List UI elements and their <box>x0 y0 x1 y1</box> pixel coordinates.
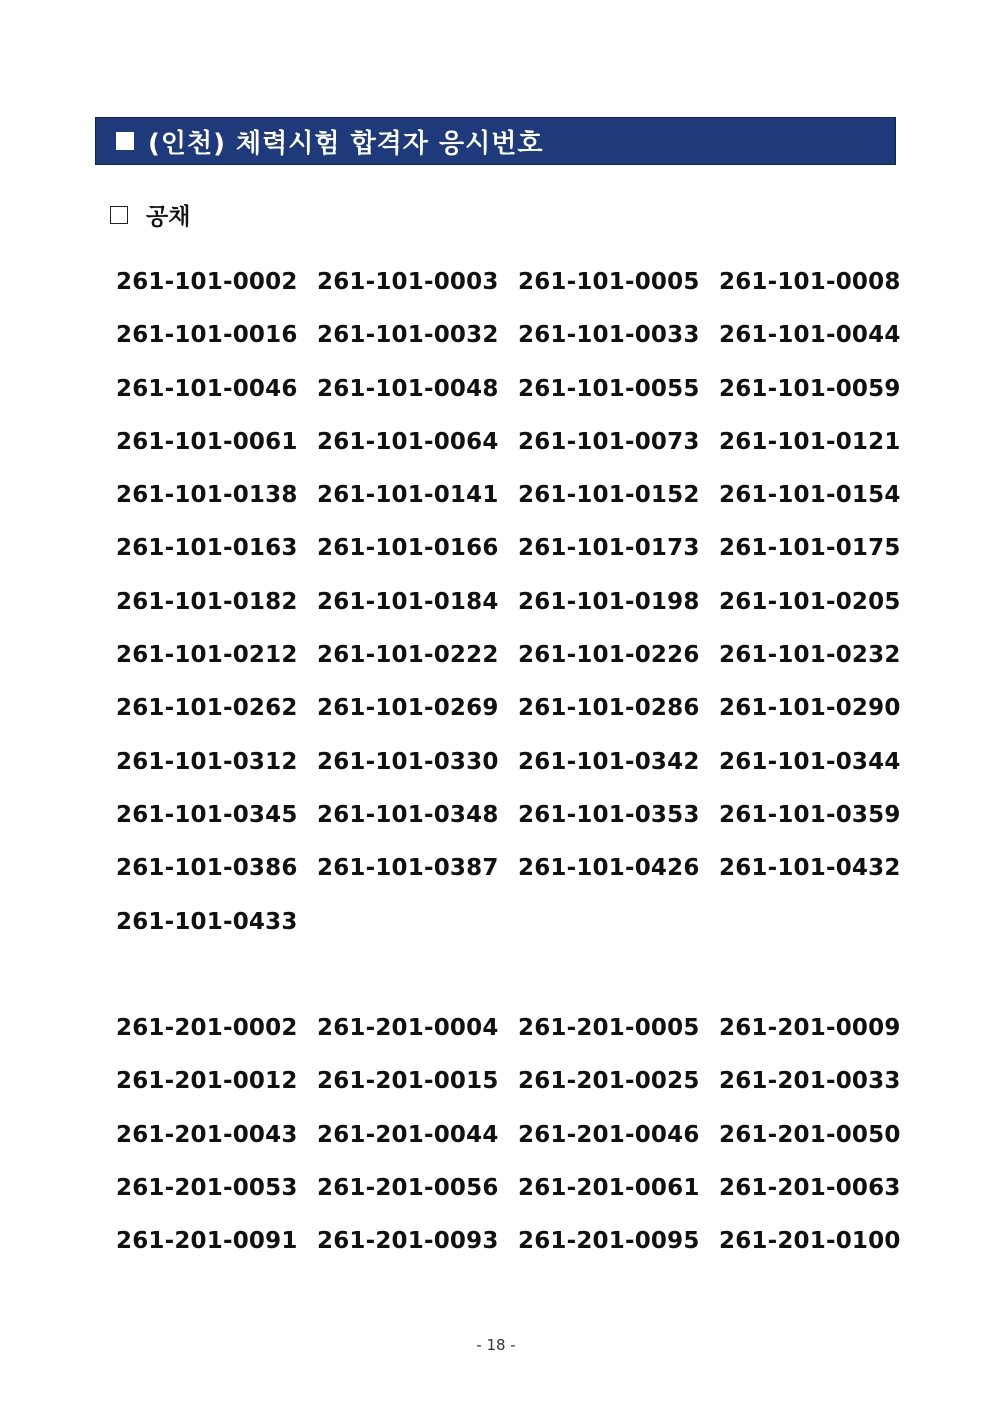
exam-number: 261-101-0175 <box>719 535 901 562</box>
exam-number: 261-201-0033 <box>719 1068 901 1095</box>
exam-number: 261-101-0426 <box>518 855 700 882</box>
exam-number: 261-101-0290 <box>719 695 901 722</box>
exam-number: 261-201-0044 <box>317 1121 499 1148</box>
exam-number: 261-101-0184 <box>317 588 499 615</box>
exam-number: 261-101-0003 <box>317 269 499 295</box>
exam-number: 261-101-0173 <box>518 535 700 562</box>
exam-number: 261-201-0091 <box>116 1228 298 1255</box>
exam-number: 261-201-0095 <box>518 1228 700 1255</box>
exam-number: 261-101-0055 <box>518 375 700 402</box>
exam-number: 261-101-0330 <box>317 748 499 775</box>
exam-number: 261-201-0046 <box>518 1121 700 1148</box>
exam-number: 261-101-0348 <box>317 801 499 828</box>
page-number: - 18 - <box>476 1336 516 1354</box>
exam-number: 261-101-0166 <box>317 535 499 562</box>
subsection-heading <box>110 198 190 231</box>
exam-number: 261-201-0100 <box>719 1228 901 1255</box>
exam-number: 261-101-0232 <box>719 642 901 669</box>
exam-number: 261-101-0312 <box>116 748 298 775</box>
exam-number: 261-101-0064 <box>317 428 499 455</box>
exam-number: 261-101-0016 <box>116 322 298 349</box>
exam-number: 261-201-0004 <box>317 1015 499 1041</box>
exam-number: 261-101-0044 <box>719 322 901 349</box>
section-title-bar <box>95 117 896 165</box>
exam-number: 261-201-0093 <box>317 1228 499 1255</box>
filled-square-icon <box>116 132 134 150</box>
exam-number: 261-101-0032 <box>317 322 499 349</box>
exam-number: 261-101-0002 <box>116 269 298 295</box>
exam-number: 261-201-0005 <box>518 1015 700 1041</box>
exam-number: 261-101-0059 <box>719 375 901 402</box>
empty-square-icon <box>110 206 128 224</box>
exam-number-list-201 <box>116 1008 920 1274</box>
exam-number: 261-101-0198 <box>518 588 700 615</box>
exam-number: 261-101-0121 <box>719 428 901 455</box>
exam-number-list-101 <box>116 262 920 955</box>
exam-number: 261-101-0359 <box>719 801 901 828</box>
exam-number: 261-201-0043 <box>116 1121 298 1148</box>
exam-number: 261-101-0222 <box>317 642 499 669</box>
exam-number: 261-101-0048 <box>317 375 499 402</box>
exam-number: 261-101-0005 <box>518 269 700 295</box>
exam-number: 261-101-0073 <box>518 428 700 455</box>
exam-number: 261-101-0154 <box>719 482 901 509</box>
exam-number: 261-201-0009 <box>719 1015 901 1041</box>
exam-number: 261-201-0025 <box>518 1068 700 1095</box>
exam-number: 261-201-0061 <box>518 1174 700 1201</box>
exam-number: 261-201-0012 <box>116 1068 298 1095</box>
exam-number: 261-201-0053 <box>116 1174 298 1201</box>
exam-number: 261-101-0286 <box>518 695 700 722</box>
exam-number: 261-201-0015 <box>317 1068 499 1095</box>
exam-number: 261-101-0138 <box>116 482 298 509</box>
exam-number: 261-101-0152 <box>518 482 700 509</box>
exam-number: 261-101-0353 <box>518 801 700 828</box>
exam-number: 261-101-0269 <box>317 695 499 722</box>
exam-number: 261-101-0226 <box>518 642 700 669</box>
exam-number: 261-201-0056 <box>317 1174 499 1201</box>
exam-number: 261-101-0432 <box>719 855 901 882</box>
exam-number: 261-101-0262 <box>116 695 298 722</box>
exam-number: 261-201-0050 <box>719 1121 901 1148</box>
exam-number: 261-101-0386 <box>116 855 298 882</box>
exam-number: 261-101-0212 <box>116 642 298 669</box>
subsection-label: 공채 <box>146 204 191 230</box>
exam-number: 261-101-0061 <box>116 428 298 455</box>
exam-number: 261-101-0344 <box>719 748 901 775</box>
exam-number: 261-101-0046 <box>116 375 298 402</box>
exam-number: 261-101-0387 <box>317 855 499 882</box>
exam-number: 261-101-0345 <box>116 801 298 828</box>
exam-number: 261-101-0008 <box>719 269 901 295</box>
exam-number: 261-201-0002 <box>116 1015 298 1041</box>
exam-number: 261-101-0033 <box>518 322 700 349</box>
exam-number: 261-101-0342 <box>518 748 700 775</box>
exam-number: 261-101-0182 <box>116 588 298 615</box>
exam-number: 261-101-0433 <box>116 908 298 935</box>
exam-number: 261-101-0141 <box>317 482 499 509</box>
exam-number: 261-101-0163 <box>116 535 298 562</box>
exam-number: 261-101-0205 <box>719 588 901 615</box>
exam-number: 261-201-0063 <box>719 1174 901 1201</box>
page-title: (인천) 체력시험 합격자 응시번호 <box>148 128 544 159</box>
